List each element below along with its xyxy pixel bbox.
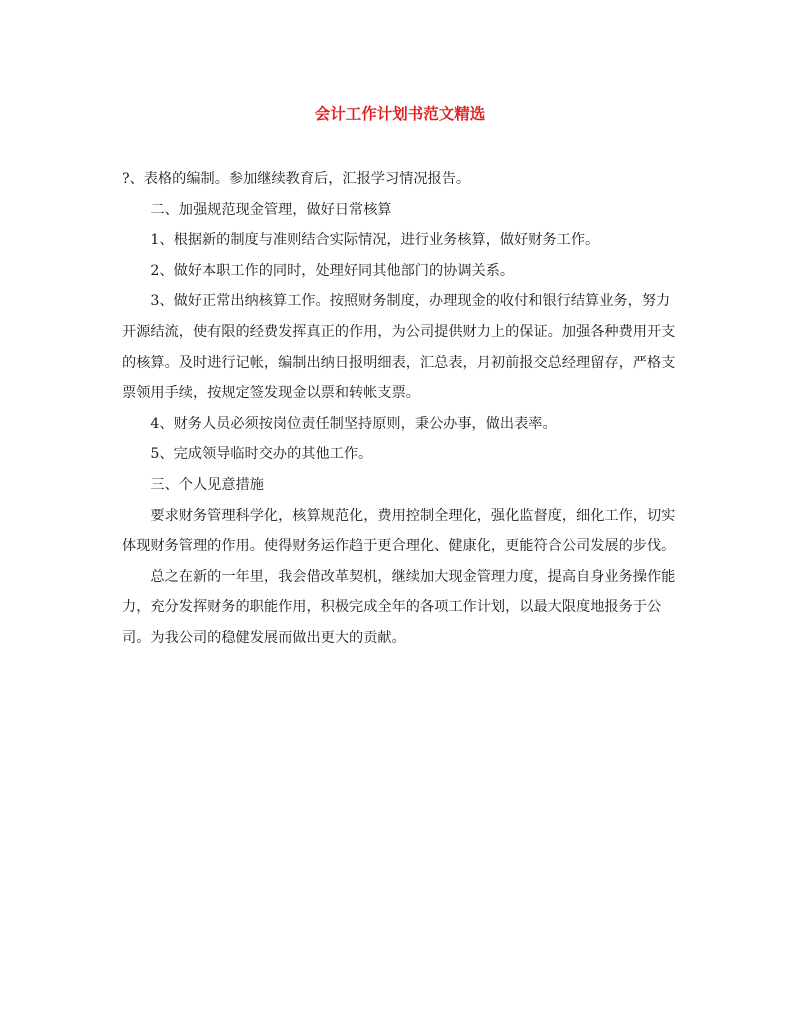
paragraph-item-5: 5、完成领导临时交办的其他工作。 — [150, 446, 373, 463]
document-title: 会计工作计划书范文精选 — [314, 105, 486, 123]
paragraph-item-1: 1、根据新的制度与准则结合实际情况，进行业务核算，做好财务工作。 — [150, 232, 600, 249]
paragraph-conclusion: 总之在新的一年里，我会借改革契机，继续加大现金管理力度，提高自身业务操作能力，充分发挥财务的职能作用，积极完成全年的各项工作计划，以最大限度地报务于公司。为我公司的稳健发展而做出更大的贡献。 — [122, 568, 676, 646]
paragraph-item-2: 2、做好本职工作的同时，处理好同其他部门的协调关系。 — [150, 262, 515, 279]
paragraph-item-4: 4、财务人员必须按岗位责任制坚持原则，秉公办事，做出表率。 — [150, 415, 557, 432]
paragraph-item-3: 3、做好正常出纳核算工作。按照财务制度，办理现金的收付和银行结算业务，努力开源结流，使有限的经费发挥真正的作用，为公司提供财力上的保证。加强各种费用开支的核算。及时进行记帐，编制出纳日报明细表，汇总表，月初前报交总经理留存，严格支票领用手续，按规定签发现金以票和转帐支票。 — [122, 293, 676, 402]
section-heading-2: 二、加强规范现金管理，做好日常核算 — [150, 201, 392, 218]
section-heading-3: 三、个人见意措施 — [150, 476, 264, 493]
paragraph-requirements: 要求财务管理科学化，核算规范化，费用控制全理化，强化监督度，细化工作，切实体现财务管理的作用。使得财务运作趋于更合理化、健康化，更能符合公司发展的步伐。 — [122, 507, 676, 555]
document-body — [122, 164, 678, 654]
paragraph-1: ?、表格的编制。参加继续教育后，汇报学习情况报告。 — [122, 171, 471, 187]
